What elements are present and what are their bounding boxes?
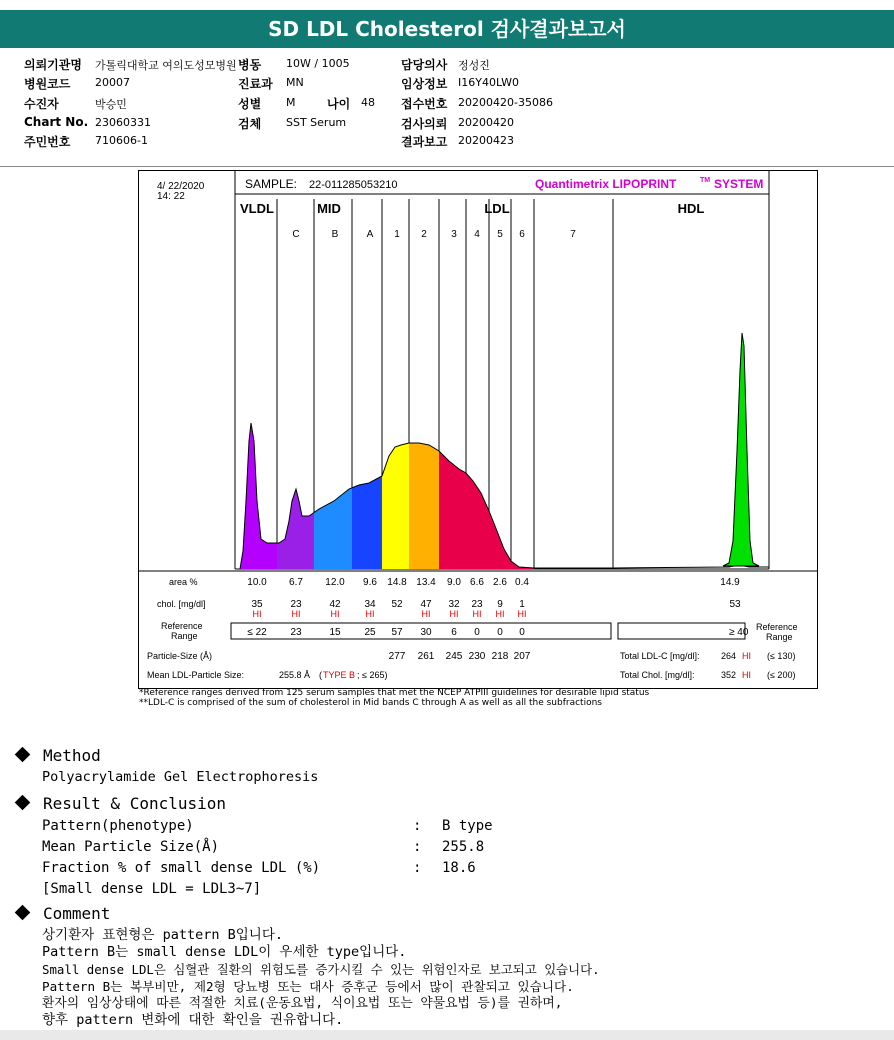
report-title: SD LDL Cholesterol 검사결과보고서 <box>0 10 894 48</box>
band-label: C <box>292 229 300 240</box>
comment-line: 환자의 임상상태에 따른 적절한 치료(운동요법, 식이요법 또는 약물요법 등)를 권하며, <box>42 996 563 1011</box>
comment-line: 향후 pattern 변화에 대한 확인을 권유합니다. <box>42 1012 344 1028</box>
system-name: Quantimetrix LIPOPRINT <box>535 177 677 191</box>
ref-value: 0 <box>519 627 525 638</box>
hdl-peak <box>723 333 759 566</box>
particle-size: 207 <box>513 651 531 662</box>
ref-value: 0 <box>474 627 480 638</box>
mean-type-close: ; ≤ 265) <box>357 670 388 680</box>
band-fill <box>352 476 382 569</box>
footnotes <box>139 688 649 708</box>
info-label: 주민번호 <box>24 135 71 149</box>
chol-flag: HI <box>472 609 482 619</box>
total-ldl-label: Total LDL-C [mg/dl]: <box>620 651 700 661</box>
info-value: 박승민 <box>95 98 127 111</box>
diamond-bullet-icon <box>15 795 31 811</box>
group-label: VLDL <box>240 201 274 216</box>
chol-flag: HI <box>421 609 431 619</box>
total-chol-value: 352 <box>721 670 737 680</box>
result-label: Mean Particle Size(Å) <box>42 839 220 855</box>
area-value: 12.0 <box>325 577 345 588</box>
band-label: A <box>366 229 374 240</box>
mean-size-value: 255.8 Å <box>279 670 311 680</box>
chol-flag: HI <box>252 609 262 619</box>
bottom-strip <box>0 1030 894 1040</box>
comment-line: 상기환자 표현형은 pattern B입니다. <box>42 927 283 943</box>
lipoprint-graph <box>139 171 817 688</box>
system-tm: TM <box>700 177 711 184</box>
band-fill <box>277 489 314 569</box>
result-sep: : <box>413 839 422 855</box>
info-value: 20200420 <box>458 116 514 129</box>
total-ldl-value: 264 <box>721 651 737 661</box>
info-label: 진료과 <box>238 77 273 91</box>
group-label: MID <box>317 201 341 216</box>
comment-line: Pattern B는 복부비만, 제2형 당뇨병 또는 대사 증후군 등에서 많이 관찰되고 있습니다. <box>42 979 574 994</box>
lipoprint-report <box>138 170 818 689</box>
mean-type: TYPE B <box>323 670 356 680</box>
comment-heading-block <box>15 904 110 923</box>
info-value: SST Serum <box>286 116 347 129</box>
total-chol-ref: (≤ 200) <box>767 670 796 680</box>
area-value: 6.6 <box>470 577 484 588</box>
info-label: 의뢰기관명 <box>24 58 82 72</box>
comment-heading-text: Comment <box>43 904 111 923</box>
chol-value: 23 <box>471 599 483 610</box>
result-label: Pattern(phenotype) <box>42 818 194 834</box>
area-value: 9.0 <box>447 577 461 588</box>
row-label-particle: Particle-Size (Å) <box>147 651 213 661</box>
info-value: 23060331 <box>95 116 151 129</box>
footnote-reference: *Reference ranges derived from 125 serum samples that met the NCEP ATPIII guidelines for desirable lipid status <box>139 688 650 698</box>
chol-flag: HI <box>365 609 375 619</box>
hdl-ref-value: ≥ 40 <box>729 627 749 638</box>
patient-info-panel <box>0 48 894 167</box>
info-value: 10W / 1005 <box>286 57 350 70</box>
band-label: 6 <box>519 229 525 240</box>
hdl-area-value: 14.9 <box>720 577 740 588</box>
band-label: 7 <box>570 229 576 240</box>
area-value: 10.0 <box>247 577 267 588</box>
result-value: 255.8 <box>442 839 485 855</box>
total-chol-label: Total Chol. [mg/dl]: <box>620 670 695 680</box>
ref-box-hdl <box>618 623 745 639</box>
method-heading <box>15 746 318 765</box>
chol-value: 34 <box>364 599 376 610</box>
info-value: 20200423 <box>458 134 514 147</box>
info-value: 20007 <box>95 76 130 89</box>
chol-value: 32 <box>448 599 460 610</box>
chol-flag: HI <box>291 609 301 619</box>
particle-size: 245 <box>445 651 463 662</box>
total-chol-flag: HI <box>742 670 751 680</box>
chol-value: 42 <box>329 599 341 610</box>
row-label-ref: Reference <box>161 621 203 631</box>
hdl-chol-value: 53 <box>729 599 741 610</box>
chol-value: 9 <box>497 599 503 610</box>
result-sep: : <box>413 860 422 876</box>
band-fill <box>235 423 277 569</box>
area-value: 14.8 <box>387 577 407 588</box>
ref-value: 0 <box>497 627 503 638</box>
ref-value: 25 <box>364 627 376 638</box>
area-value: 13.4 <box>416 577 436 588</box>
info-label: 병동 <box>238 58 262 72</box>
info-value: 정성진 <box>458 59 490 72</box>
chol-flag: HI <box>330 609 340 619</box>
group-label: LDL <box>484 201 510 216</box>
band-label: 1 <box>394 229 400 240</box>
method-section <box>15 746 318 785</box>
particle-size: 261 <box>417 651 435 662</box>
row-label-mean: Mean LDL-Particle Size: <box>147 670 245 680</box>
info-label: 접수번호 <box>401 97 448 111</box>
sample-label: SAMPLE: <box>245 177 298 191</box>
row-label-chol: chol. [mg/dl] <box>157 599 206 609</box>
particle-size: 230 <box>468 651 486 662</box>
result-note: [Small dense LDL = LDL3~7] <box>42 881 262 897</box>
info-value: 20200420-35086 <box>458 96 553 109</box>
ref-value: ≤ 22 <box>247 627 267 638</box>
comment-line: Pattern B는 small dense LDL이 우세한 type입니다. <box>42 944 407 960</box>
band-label: 4 <box>474 229 480 240</box>
area-value: 6.7 <box>289 577 303 588</box>
report-date: 4/ 22/2020 <box>157 181 205 192</box>
group-label: HDL <box>677 201 705 216</box>
info-value: I16Y40LW0 <box>458 76 519 89</box>
band-label: 3 <box>451 229 457 240</box>
info-value: MN <box>286 76 304 89</box>
info-label: 담당의사 <box>401 58 448 72</box>
area-value: 9.6 <box>363 577 377 588</box>
result-sep: : <box>413 818 422 834</box>
ref-value: 6 <box>451 627 457 638</box>
chol-value: 52 <box>391 599 403 610</box>
info-label: Chart No. <box>24 115 89 129</box>
method-text: Polyacrylamide Gel Electrophoresis <box>42 769 319 785</box>
ref-value: 23 <box>290 627 302 638</box>
info-label: 성별 <box>238 97 262 111</box>
info-label: 수진자 <box>24 97 59 111</box>
ref-value: 57 <box>391 627 403 638</box>
band-label: B <box>331 229 339 240</box>
band-fill <box>409 443 439 569</box>
chol-value: 47 <box>420 599 432 610</box>
info-label: 임상정보 <box>401 77 448 91</box>
report-time: 14: 22 <box>157 191 185 202</box>
band-fill <box>314 488 352 569</box>
sample-id: 22-011285053210 <box>309 179 398 191</box>
info-value: 가톨릭대학교 여의도성모병원 <box>95 59 237 72</box>
ref-range-right: Range <box>766 632 793 642</box>
area-value: 0.4 <box>515 577 529 588</box>
particle-size: 218 <box>491 651 509 662</box>
chol-flag: HI <box>517 609 527 619</box>
result-value: 18.6 <box>442 860 476 876</box>
result-heading-block <box>15 794 226 813</box>
chol-value: 23 <box>290 599 302 610</box>
result-heading-text: Result & Conclusion <box>43 794 227 813</box>
result-label: Fraction % of small dense LDL (%) <box>42 860 321 876</box>
ref-range-right: Reference <box>756 622 798 632</box>
mean-type-open: ( <box>319 670 322 680</box>
chol-flag: HI <box>495 609 505 619</box>
info-label: 검사의뢰 <box>401 117 448 131</box>
info-label: 병원코드 <box>24 77 71 91</box>
particle-size: 277 <box>388 651 406 662</box>
comment-heading <box>15 904 110 923</box>
footnote-ldl: **LDL-C is comprised of the sum of cholesterol in Mid bands C through A as well as all the subfractions <box>139 698 602 708</box>
band-fill <box>382 443 409 569</box>
chol-value: 35 <box>251 599 263 610</box>
info-label: 결과보고 <box>401 135 448 149</box>
info-value: 710606-1 <box>95 134 148 147</box>
result-heading <box>15 794 226 813</box>
total-ldl-flag: HI <box>742 651 751 661</box>
band-label: 5 <box>497 229 503 240</box>
age-value: 48 <box>361 96 375 109</box>
system-suffix: SYSTEM <box>714 177 764 191</box>
chol-value: 1 <box>519 599 525 610</box>
diamond-bullet-icon <box>15 905 31 921</box>
age-label: 나이 <box>327 97 351 111</box>
ref-value: 15 <box>329 627 341 638</box>
result-value: B type <box>442 818 493 834</box>
area-value: 2.6 <box>493 577 507 588</box>
total-ldl-ref: (≤ 130) <box>767 651 796 661</box>
row-label-ref: Range <box>171 631 198 641</box>
info-value: M <box>286 96 296 109</box>
ref-value: 30 <box>420 627 432 638</box>
band-label: 2 <box>421 229 427 240</box>
band-fill <box>439 451 466 569</box>
method-heading-text: Method <box>43 746 101 765</box>
diamond-bullet-icon <box>15 747 31 763</box>
info-label: 검체 <box>238 117 262 131</box>
chol-flag: HI <box>449 609 459 619</box>
row-label-area: area % <box>169 577 198 587</box>
comment-line: Small dense LDL은 심혈관 질환의 위험도를 증가시킬 수 있는 위험인자로 보고되고 있습니다. <box>42 962 600 977</box>
